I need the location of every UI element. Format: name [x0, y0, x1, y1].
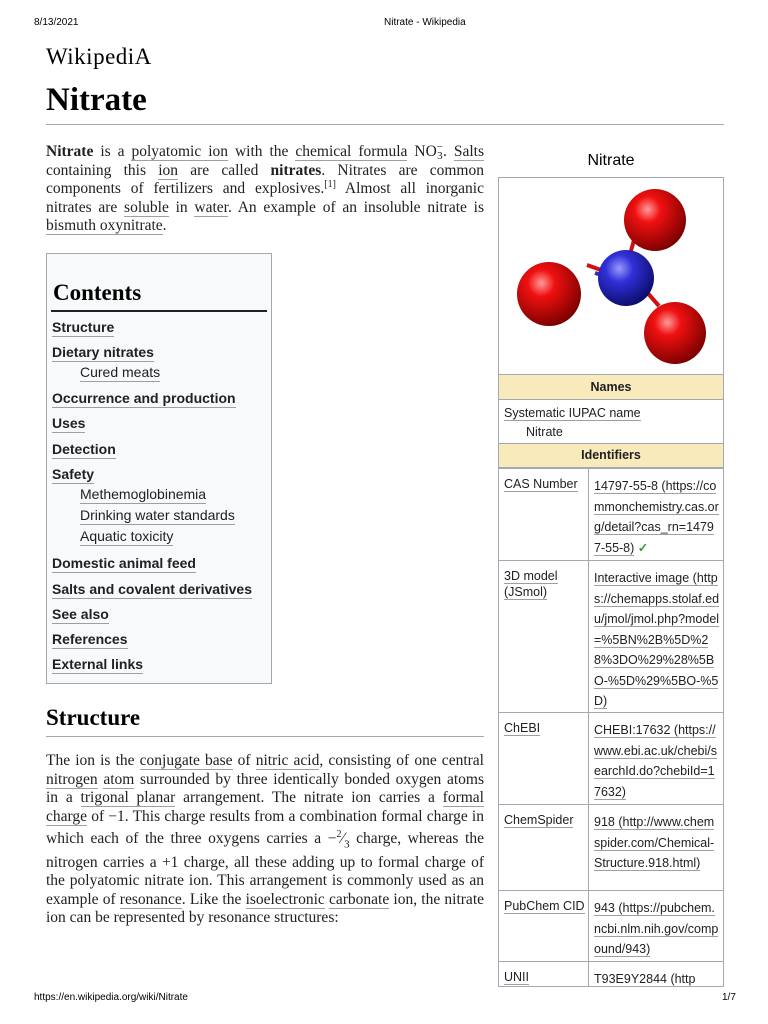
print-url: https://en.wikipedia.org/wiki/Nitrate	[34, 992, 188, 1003]
structure-paragraph: The ion is the conjugate base of nitric acid, consisting of one central nitrogen atom surrounded by three identically bonded oxygen atoms in a trigonal planar arrangement. The nitrate ion carries a formal charge of −1. This charge results from a combination formal charge in which each of the three oxygens carries $a -^2⁄_3$ charge, whereas the nitrogen carries a +1 charge, all these adding up to formal charge of the polyatomic nitrate ion. This arrangement is commonly used as an example of resonance. Like the isoelectronic carbonate ion, the nitrate ion can be represented by resonance structures:	[46, 752, 485, 927]
link-water[interactable]: water	[194, 198, 228, 216]
toc-title: Contents	[53, 280, 142, 305]
row-key[interactable]: PubChem CID	[504, 899, 585, 913]
table-of-contents	[46, 253, 272, 684]
toc-item-salts[interactable]: Salts and covalent derivatives	[52, 581, 252, 597]
section-divider	[46, 736, 484, 737]
toc-item-animal-feed[interactable]: Domestic animal feed	[52, 555, 196, 571]
oxygen-atom	[517, 262, 581, 326]
link-soluble[interactable]: soluble	[124, 198, 169, 216]
toc-item-aquatic-toxicity[interactable]: Aquatic toxicity	[80, 528, 174, 544]
infobox-row-pubchem	[499, 890, 723, 961]
toc-item-uses[interactable]: Uses	[52, 415, 86, 431]
infobox-row-unii	[499, 961, 723, 987]
toc-item-dietary-nitrates[interactable]: Dietary nitrates	[52, 344, 154, 360]
cell-divider	[588, 469, 589, 561]
title-divider	[46, 124, 724, 125]
row-value[interactable]: 943 (https://pubchem.ncbi.nlm.nih.gov/compound/943)	[594, 901, 719, 956]
print-date: 8/13/2021	[34, 17, 79, 28]
infobox-row-chemspider	[499, 804, 723, 890]
link-atom[interactable]: atom	[103, 770, 135, 788]
row-key[interactable]: UNII	[504, 970, 529, 984]
toc-item-occurrence[interactable]: Occurrence and production	[52, 390, 236, 406]
cell-divider	[588, 891, 589, 962]
print-page-title: Nitrate - Wikipedia	[384, 17, 466, 28]
iupac-name-value: Nitrate	[526, 425, 563, 439]
row-value[interactable]: Interactive image (https://chemapps.stolaf.edu/jmol/jmol.php?model=%5BN%2B%5D%28%3DO%29%28%5BO-%5D%29%5BO-%5D)	[594, 571, 720, 708]
row-value[interactable]: CHEBI:17632 (https://www.ebi.ac.uk/chebi/searchId.do?chebiId=17632)	[594, 723, 717, 799]
link-formal-charge[interactable]: formal charge	[46, 789, 484, 825]
wikipedia-logo[interactable]: WikipediA	[46, 44, 152, 69]
link-polyatomic-ion[interactable]: polyatomic ion	[131, 143, 228, 160]
link-salts[interactable]: Salts	[453, 143, 485, 160]
toc-item-see-also[interactable]: See also	[52, 606, 109, 622]
infobox-row-3d-model	[499, 560, 723, 712]
link-bismuth-oxynitrate[interactable]: bismuth oxynitrate	[46, 217, 163, 234]
toc-item-methemoglobinemia[interactable]: Methemoglobinemia	[80, 486, 207, 502]
row-value[interactable]: 14797-55-8 (https://commonchemistry.cas.org/detail?cas_rn=14797-55-8) ✓	[594, 479, 719, 555]
cell-divider	[588, 805, 589, 891]
toc-item-drinking-water[interactable]: Drinking water standards	[80, 507, 235, 523]
toc-item-safety[interactable]: Safety	[52, 466, 95, 482]
oxygen-atom	[644, 302, 706, 364]
section-heading-structure: Structure	[46, 705, 141, 730]
row-key[interactable]: 3D model (JSmol)	[504, 569, 558, 599]
print-page-number: 1/7	[722, 992, 736, 1003]
toc-item-structure[interactable]: Structure	[52, 319, 115, 335]
toc-item-external-links[interactable]: External links	[52, 656, 144, 672]
toc-divider	[51, 310, 267, 312]
toc-item-detection[interactable]: Detection	[52, 441, 116, 457]
nitrate-molecule-image[interactable]	[499, 178, 723, 372]
infobox-section-identifiers: Identifiers	[499, 443, 723, 468]
link-resonance[interactable]: resonance	[119, 890, 182, 908]
cell-divider	[588, 962, 589, 987]
link-conjugate-base[interactable]: conjugate base	[139, 752, 233, 769]
infobox-title: Nitrate	[587, 152, 635, 169]
link-ion[interactable]: ion	[158, 161, 179, 179]
row-key[interactable]: CAS Number	[504, 477, 578, 491]
reference-1[interactable]: [1]	[324, 178, 336, 190]
oxygen-atom	[624, 189, 686, 251]
link-trigonal-planar[interactable]: trigonal planar	[80, 789, 176, 806]
iupac-name-label: Systematic IUPAC name	[504, 406, 641, 420]
infobox-row-cas	[499, 468, 723, 560]
row-key[interactable]: ChEBI	[504, 721, 541, 735]
page-title: Nitrate	[46, 82, 147, 118]
link-carbonate[interactable]: carbonate	[328, 890, 390, 908]
link-chemical-formula[interactable]: chemical formula	[295, 143, 408, 160]
cell-divider	[588, 561, 589, 713]
link-nitric-acid[interactable]: nitric acid	[255, 752, 320, 769]
cell-divider	[588, 713, 589, 805]
nitrogen-atom	[598, 250, 654, 306]
toc-item-cured-meats[interactable]: Cured meats	[80, 364, 161, 380]
link-nitrogen[interactable]: nitrogen	[46, 770, 98, 788]
row-value[interactable]: T93E9Y2844 (http	[594, 972, 696, 986]
infobox-section-names: Names	[499, 374, 723, 400]
intro-paragraph: Nitrate is a polyatomic ion with the chemical formula NO − 3 . Salts containing this ion are called nitrates. Nitrates are common components of fertilizers and explosives.[1] Almost all inorganic nitrates are soluble in water. An example of an insoluble nitrate is bismuth oxynitrate.	[46, 141, 485, 234]
link-isoelectronic[interactable]: isoelectronic	[245, 890, 325, 908]
infobox	[498, 177, 724, 987]
row-value[interactable]: 918 (http://www.chemspider.com/Chemical-Structure.918.html)	[594, 815, 715, 870]
verified-check-icon: ✓	[637, 540, 649, 555]
row-key[interactable]: ChemSpider	[504, 813, 574, 827]
toc-item-references[interactable]: References	[52, 631, 128, 647]
infobox-row-chebi	[499, 712, 723, 804]
